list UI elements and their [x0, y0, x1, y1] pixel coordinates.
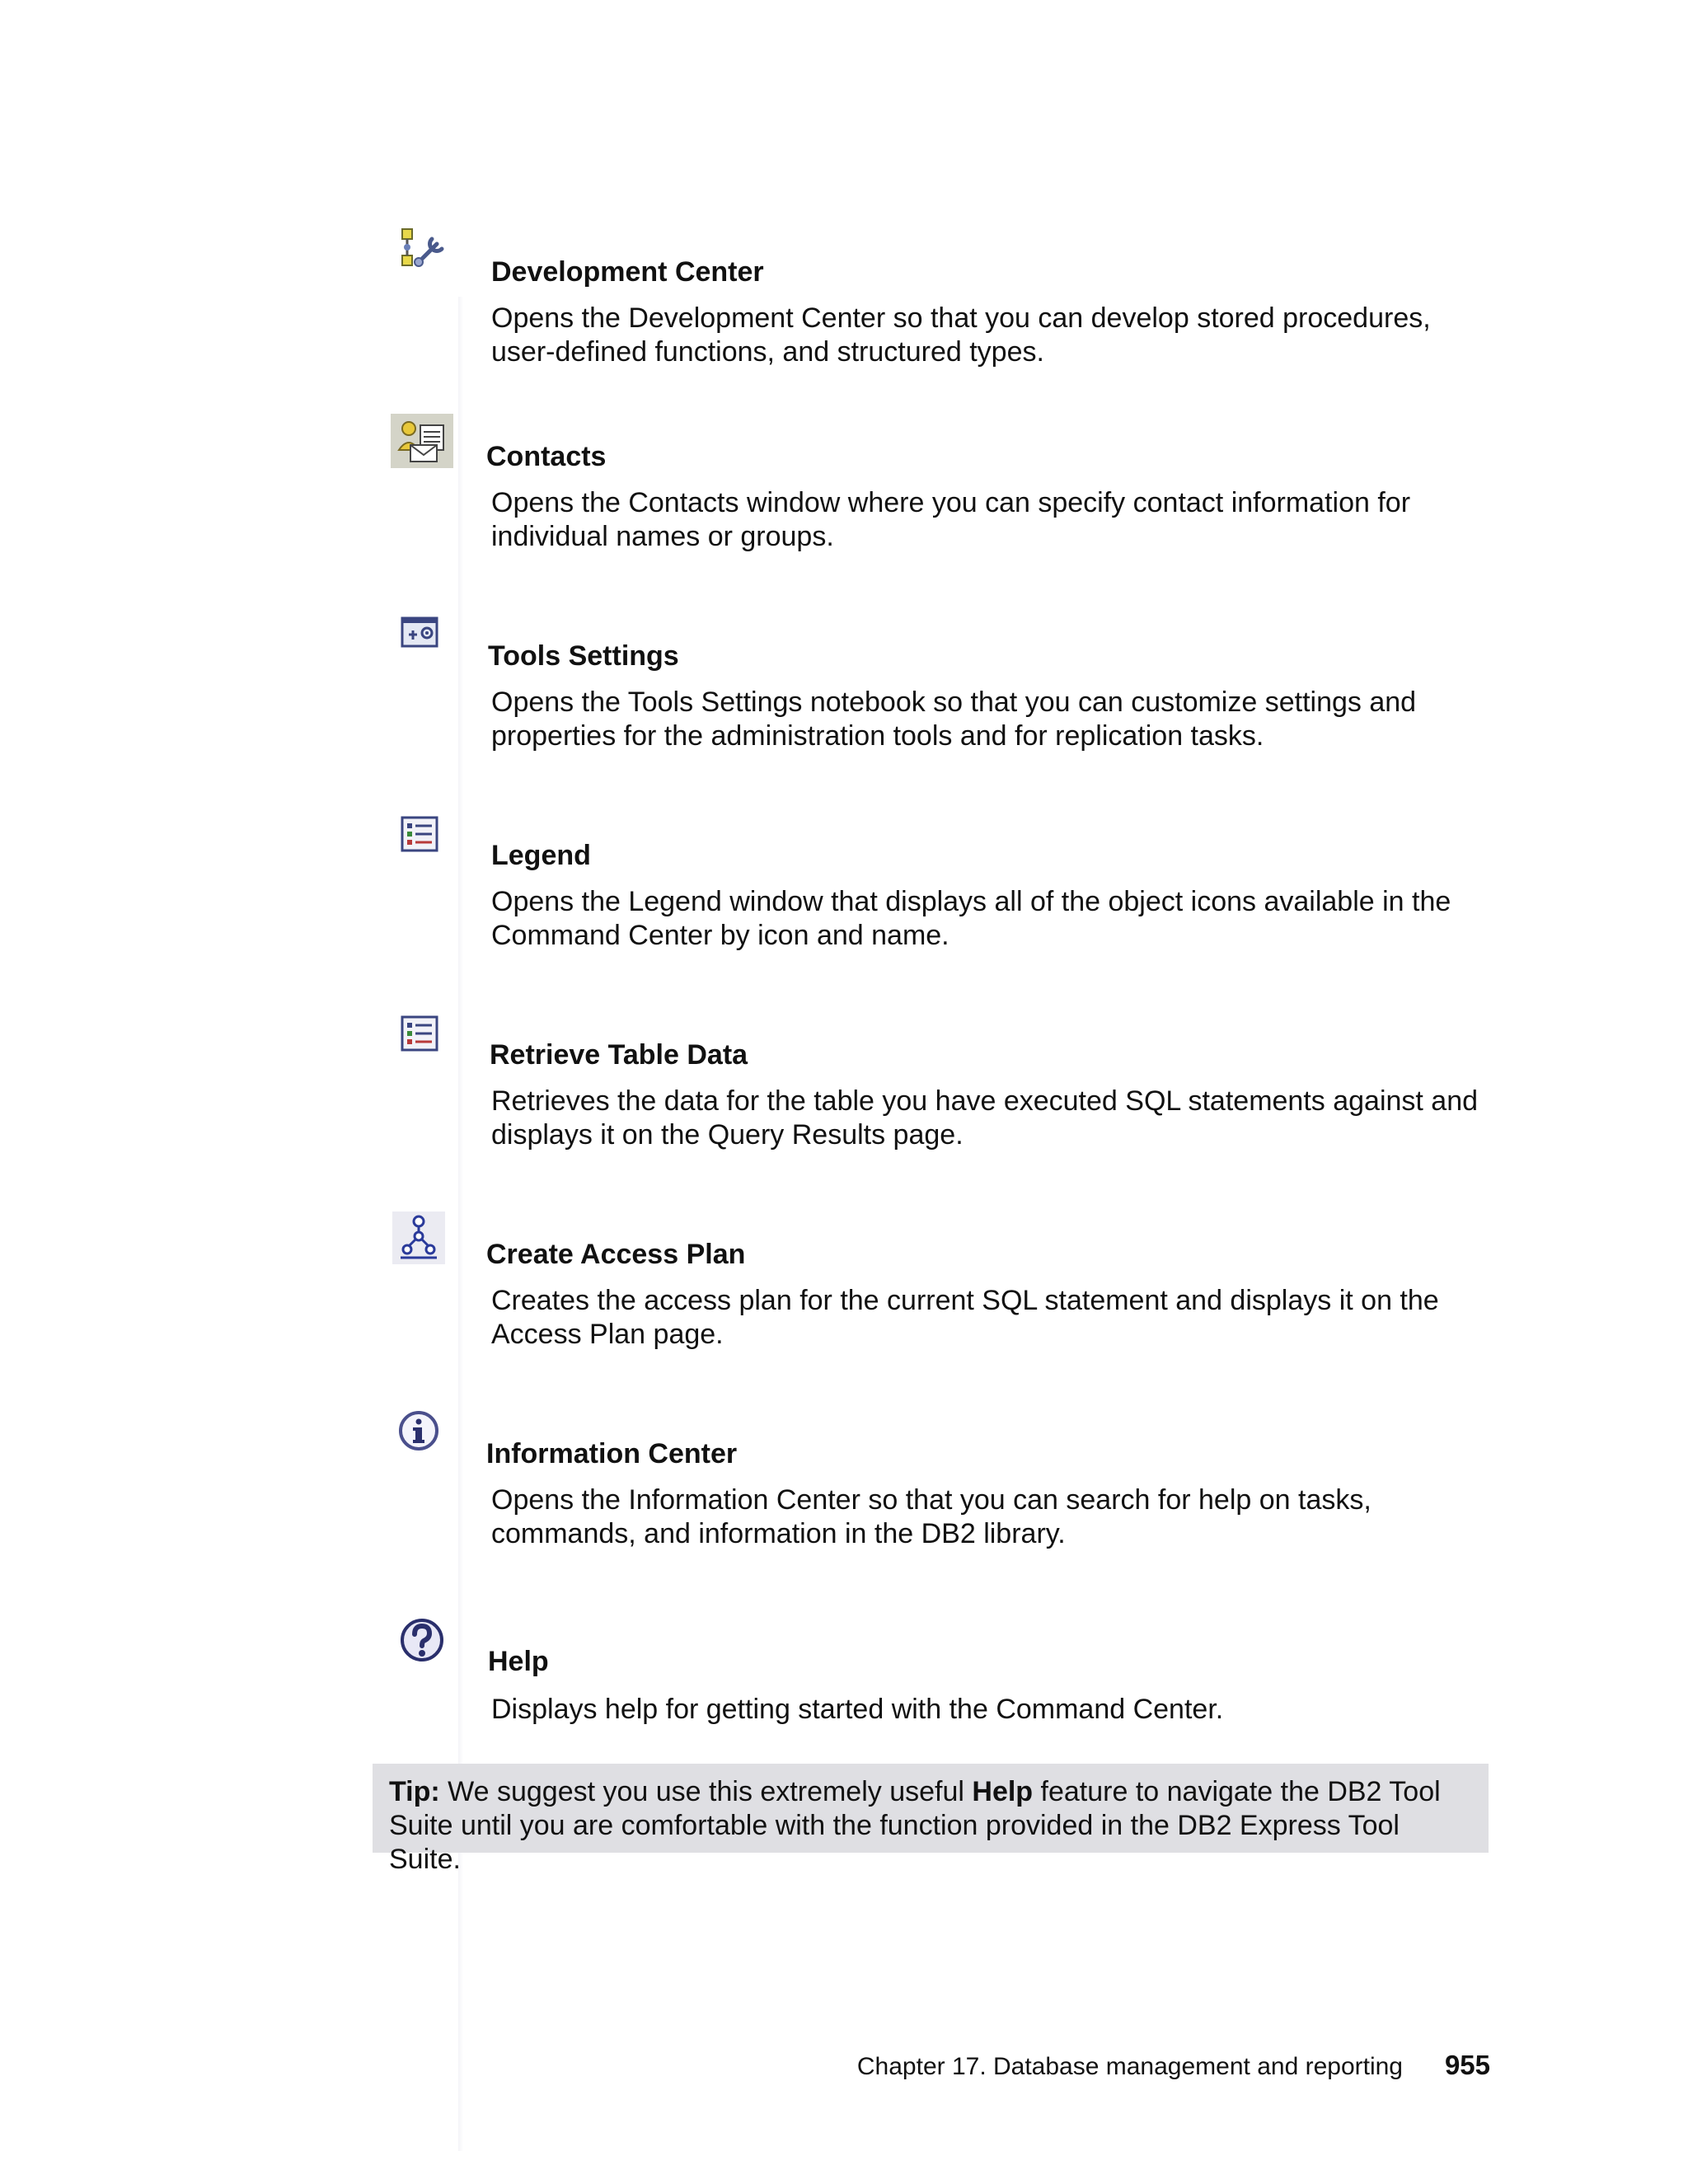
entry-title: Information Center [486, 1438, 738, 1469]
entry-retrieve-table-data [0, 1010, 1688, 1192]
tools-settings-icon [394, 612, 460, 677]
development-center-icon [394, 227, 460, 293]
entry-description: Opens the Tools Settings notebook so that you can customize settings and properties for the administration tools and for replication tasks. [491, 687, 1417, 752]
entry-description: Retrieves the data for the table you have executed SQL statements against and displays it on the Query Results page. [491, 1085, 1479, 1151]
entry-legend [0, 811, 1688, 992]
entry-title: Tools Settings [488, 640, 679, 672]
entry-description: Creates the access plan for the current SQL statement and displays it on the Access Plan page. [491, 1285, 1439, 1350]
information-icon [397, 1409, 463, 1475]
entry-title: Retrieve Table Data [490, 1039, 748, 1071]
tip-label: Tip: [389, 1776, 440, 1807]
entry-title: Help [488, 1646, 549, 1677]
tip-box [373, 1764, 1489, 1875]
entry-description: Opens the Contacts window where you can specify contact information for individual names or groups. [491, 487, 1411, 552]
entry-information-center [0, 1409, 1688, 1591]
contacts-icon [391, 414, 457, 480]
entry-title: Contacts [486, 441, 607, 472]
footer-chapter-title: Chapter 17. Database management and reporting [856, 2053, 1403, 2080]
entry-tools-settings [0, 612, 1688, 793]
entry-contacts [0, 412, 1688, 593]
tip-text-before: We suggest you use this extremely useful [439, 1776, 973, 1807]
entry-title: Development Center [491, 256, 764, 288]
footer-page-number: 955 [1444, 2050, 1490, 2080]
entry-development-center [0, 227, 1688, 409]
tip-emphasis: Help [972, 1776, 1034, 1807]
entry-description: Displays help for getting started with the Command Center. [491, 1694, 1224, 1725]
entry-description: Opens the Development Center so that you can develop stored procedures, user-defined functions, and structured types. [491, 302, 1431, 368]
help-question-icon [399, 1617, 465, 1683]
tip-text-after: feature to navigate the DB2 Tool Suite until you are comfortable with the function provided in the DB2 Express Tool Suite. [389, 1776, 1441, 1875]
entry-title: Create Access Plan [486, 1239, 746, 1270]
retrieve-table-data-icon [394, 1010, 460, 1076]
entry-title: Legend [491, 840, 591, 871]
entry-description: Opens the Information Center so that you can search for help on tasks, commands, and information in the DB2 library. [491, 1484, 1372, 1549]
entry-create-access-plan [0, 1210, 1688, 1391]
entry-description: Opens the Legend window that displays all of the object icons available in the Command Center by icon and name. [491, 886, 1451, 951]
access-plan-icon [392, 1212, 458, 1277]
legend-icon [394, 811, 460, 877]
